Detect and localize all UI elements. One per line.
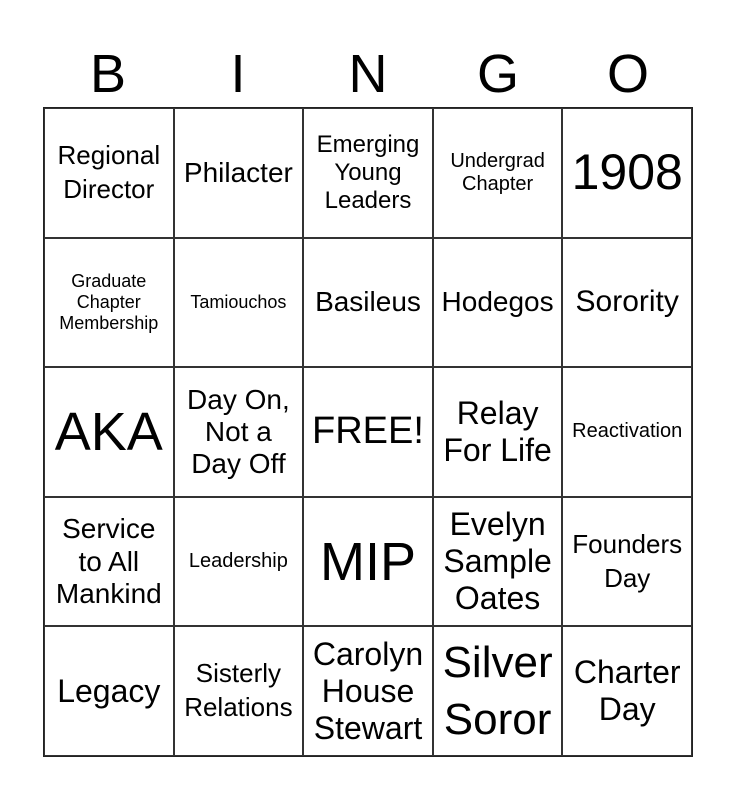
bingo-cell[interactable]: Philacter	[174, 108, 304, 238]
bingo-cell[interactable]: Carolyn House Stewart	[303, 626, 433, 756]
header-letter-i: I	[230, 44, 246, 104]
bingo-cell[interactable]: Sorority	[562, 238, 692, 368]
bingo-cell[interactable]: Sisterly Relations	[174, 626, 304, 756]
bingo-cell[interactable]: MIP	[303, 497, 433, 627]
bingo-card-grid	[43, 107, 693, 757]
bingo-cell[interactable]: 1908	[562, 108, 692, 238]
free-space-cell[interactable]: FREE!	[303, 367, 433, 497]
bingo-cell[interactable]: Tamiouchos	[174, 238, 304, 368]
bingo-header	[43, 40, 693, 108]
bingo-cell[interactable]: Reactivation	[562, 367, 692, 497]
bingo-cell[interactable]: Basileus	[303, 238, 433, 368]
bingo-cell[interactable]: Charter Day	[562, 626, 692, 756]
bingo-cell[interactable]: Undergrad Chapter	[433, 108, 563, 238]
bingo-cell[interactable]: Founders Day	[562, 497, 692, 627]
bingo-cell[interactable]: Service to All Mankind	[44, 497, 174, 627]
bingo-cell[interactable]: Graduate Chapter Membership	[44, 238, 174, 368]
bingo-cell[interactable]: Regional Director	[44, 108, 174, 238]
bingo-cell[interactable]: Silver Soror	[433, 626, 563, 756]
bingo-cell[interactable]: Evelyn Sample Oates	[433, 497, 563, 627]
header-letter-g: G	[476, 44, 519, 104]
bingo-cell[interactable]: Leadership	[174, 497, 304, 627]
bingo-cell[interactable]: Relay For Life	[433, 367, 563, 497]
bingo-cell[interactable]: Emerging Young Leaders	[303, 108, 433, 238]
bingo-cell[interactable]: Day On, Not a Day Off	[174, 367, 304, 497]
bingo-cell[interactable]: AKA	[44, 367, 174, 497]
bingo-cell[interactable]: Legacy	[44, 626, 174, 756]
bingo-cell[interactable]: Hodegos	[433, 238, 563, 368]
header-letter-b: B	[89, 44, 127, 104]
header-letter-o: O	[606, 44, 649, 104]
header-letter-n: N	[348, 44, 388, 104]
